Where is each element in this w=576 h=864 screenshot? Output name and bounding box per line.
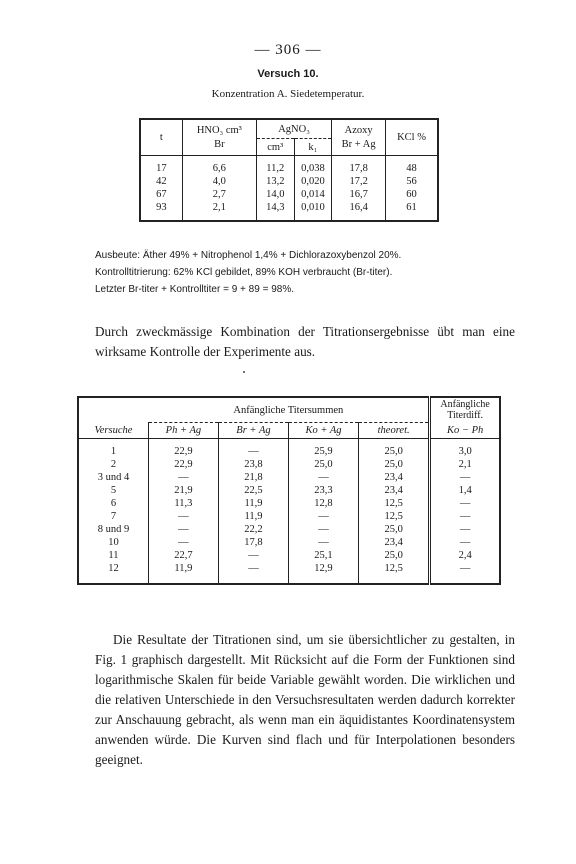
table-row: 17 6,6 11,2 0,038 17,8 48 bbox=[140, 162, 438, 175]
paragraph-control: Durch zweckmässige Kombination der Titrationsergebnisse übt man eine wirksame Kontrolle der Experimente aus. bbox=[95, 324, 515, 359]
col-header-hno3: HNO₃ cm³ Br bbox=[182, 119, 256, 156]
col-header-agno3: AgNO₃ bbox=[256, 119, 331, 139]
note-control-titration: Kontrolltitrierung: 62% KCl gebildet, 89% KOH verbraucht (Br-titer). bbox=[95, 267, 393, 278]
table-row: 3 und 4 — 21,8 — 23,4 — bbox=[78, 471, 500, 484]
table-row: 1 22,9 — 25,9 25,0 3,0 bbox=[78, 445, 500, 458]
experiment-notes bbox=[95, 247, 515, 298]
col-header-versuche: Versuche bbox=[78, 423, 148, 439]
ink-dot bbox=[243, 371, 245, 373]
table-row: 2 22,9 23,8 25,0 25,0 2,1 bbox=[78, 458, 500, 471]
experiment-title: Versuch 10. bbox=[257, 68, 319, 80]
col-header-t: t bbox=[140, 119, 182, 156]
table-row: 11 22,7 — 25,1 25,0 2,4 bbox=[78, 549, 500, 562]
table-row: 8 und 9 — 22,2 — 25,0 — bbox=[78, 523, 500, 536]
table-row: 7 — 11,9 — 12,5 — bbox=[78, 510, 500, 523]
table-row: 10 — 17,8 — 23,4 — bbox=[78, 536, 500, 549]
results-table bbox=[139, 118, 439, 222]
col-header-agno3-cm: cm³ bbox=[256, 139, 294, 156]
col-header-agno3-k: k₁ bbox=[294, 139, 332, 156]
paragraph-results: Die Resultate der Titrationen sind, um sie übersichtlicher zu gestalten, in Fig. 1 graphisch dargestellt. Mit Rücksicht auf die Form der Funktionen sind logarithmische Skalen für beide Variable gewählt worden. Die wirklichen und die relativen Unterschiede in den Versuchsresultaten werden dadurch korrekter zur Anschauung gebracht, als wenn man ein äquidistantes Koordinatensystem anwenden würde. Die Kurven sind flach und für Interpolationen besonders geeignet. bbox=[95, 632, 515, 767]
col-header-ko-ag: Ko + Ag bbox=[288, 423, 358, 439]
col-header-ph-ag: Ph + Ag bbox=[148, 423, 218, 439]
table-row: 6 11,3 11,9 12,8 12,5 — bbox=[78, 497, 500, 510]
page-number: — 306 — bbox=[254, 42, 322, 58]
experiment-subtitle: Konzentration A. Siedetemperatur. bbox=[211, 88, 365, 100]
note-yield: Ausbeute: Äther 49% + Nitrophenol 1,4% + Dichlorazoxybenzol 20%. bbox=[95, 250, 402, 261]
table-row: 67 2,7 14,0 0,014 16,7 60 bbox=[140, 188, 438, 201]
col-header-br-ag: Br + Ag bbox=[218, 423, 288, 439]
note-last-titer: Letzter Br-titer + Kontrolltiter = 9 + 89 = 98%. bbox=[95, 284, 294, 295]
table-row: 42 4,0 13,2 0,020 17,2 56 bbox=[140, 175, 438, 188]
group-header-titer-sums: Anfängliche Titersummen bbox=[148, 397, 429, 423]
table-row: 5 21,9 22,5 23,3 23,4 1,4 bbox=[78, 484, 500, 497]
group-header-titer-diff: Anfängliche Titerdiff. bbox=[430, 397, 500, 423]
titer-table bbox=[77, 396, 501, 585]
table-row: 12 11,9 — 12,9 12,5 — bbox=[78, 562, 500, 575]
col-header-theoret: theoret. bbox=[359, 423, 430, 439]
table-row: 93 2,1 14,3 0,010 16,4 61 bbox=[140, 201, 438, 214]
col-header-kcl: KCl % bbox=[386, 119, 438, 156]
col-header-azoxy: Azoxy Br + Ag bbox=[332, 119, 386, 156]
col-header-ko-ph: Ko − Ph bbox=[430, 423, 500, 439]
